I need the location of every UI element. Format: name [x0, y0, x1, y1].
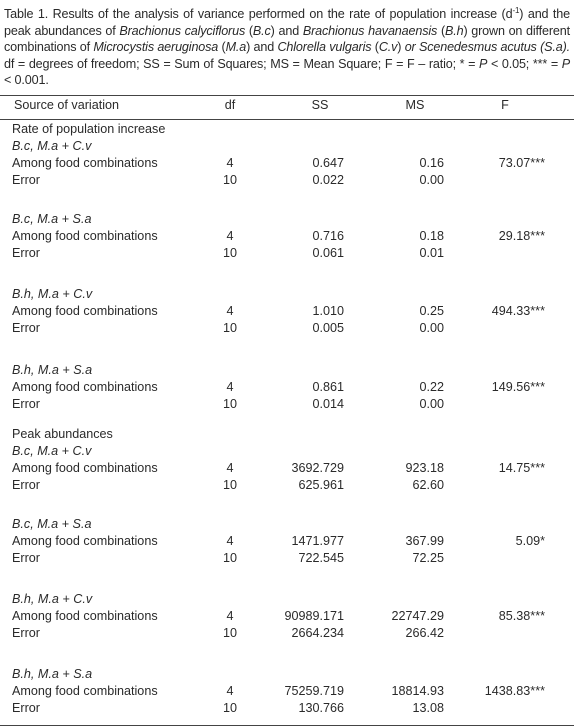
df-cell: 4 — [226, 609, 234, 623]
species-abbr: M.a — [225, 40, 247, 55]
species-name: Chlorella vulgaris — [277, 40, 372, 55]
table-row — [0, 320, 574, 337]
df-cell: 10 — [222, 551, 237, 565]
ms-cell: 22747.29 — [391, 609, 444, 623]
group-label: B.c, M.a + S.a — [12, 212, 92, 226]
caption-text: ) and the peak abundances of — [4, 7, 570, 38]
df-cell: 4 — [226, 304, 234, 318]
df-cell: 10 — [222, 626, 237, 640]
df-cell: 10 — [222, 701, 237, 715]
table-header-rule — [0, 119, 574, 120]
group-label: B.h, M.a + S.a — [12, 363, 93, 377]
group-label: B.c, M.a + C.v — [12, 444, 92, 458]
caption-text: < 0.001. — [4, 73, 49, 88]
species-abbr: B.h — [444, 23, 464, 38]
group-label-row — [0, 591, 574, 608]
header-f: F — [501, 98, 509, 112]
species-name: or Scenedesmus acutus — [401, 40, 537, 55]
ms-cell: 0.00 — [419, 173, 444, 187]
ms-cell: 0.00 — [419, 321, 444, 335]
table-row — [0, 533, 574, 550]
table-row — [0, 396, 574, 413]
group-label-row — [0, 211, 574, 228]
f-cell: 494.33*** — [491, 304, 545, 318]
ss-cell: 90989.171 — [284, 609, 344, 623]
group-label-row — [0, 362, 574, 379]
section-title-row — [0, 121, 574, 138]
table-row — [0, 550, 574, 567]
group-label-row — [0, 443, 574, 460]
section-title: Rate of population increase — [12, 122, 166, 136]
caption-definitions: df = degrees of freedom; SS = Sum of Squares; MS = Mean Square; F = F – ratio; * = — [4, 56, 480, 71]
df-cell: 10 — [222, 173, 237, 187]
source-cell: Among food combinations — [12, 156, 158, 170]
f-cell: 149.56*** — [491, 380, 545, 394]
group-label: B.h, M.a + S.a — [12, 667, 93, 681]
table-row — [0, 625, 574, 642]
ss-cell: 625.961 — [298, 478, 344, 492]
df-cell: 4 — [226, 380, 234, 394]
ms-cell: 18814.93 — [391, 684, 444, 698]
table-row — [0, 172, 574, 189]
caption-superscript: -1 — [512, 6, 520, 15]
ms-cell: 923.18 — [405, 461, 444, 475]
ss-cell: 75259.719 — [284, 684, 344, 698]
ms-cell: 0.18 — [419, 229, 444, 243]
table-row — [0, 228, 574, 245]
source-cell: Among food combinations — [12, 461, 158, 475]
table-header-row — [0, 97, 574, 114]
ms-cell: 0.00 — [419, 397, 444, 411]
source-cell: Error — [12, 397, 40, 411]
f-cell: 14.75*** — [498, 461, 545, 475]
caption-text: grown on different combinations of — [4, 23, 570, 55]
table-row — [0, 683, 574, 700]
source-cell: Error — [12, 173, 40, 187]
ss-cell: 0.005 — [312, 321, 344, 335]
df-cell: 4 — [226, 156, 234, 170]
df-cell: 4 — [226, 684, 234, 698]
source-cell: Among food combinations — [12, 684, 158, 698]
table-row — [0, 477, 574, 494]
caption-text: and — [250, 40, 278, 55]
species-name: Microcystis aeruginosa — [93, 40, 219, 55]
caption-text: Table 1. Results of the analysis of variance performed on the rate of population increase (d — [4, 7, 513, 22]
df-cell: 10 — [222, 478, 237, 492]
species-abbr: B.c — [252, 23, 271, 38]
f-cell: 85.38*** — [498, 609, 545, 623]
df-cell: 4 — [226, 229, 234, 243]
group-label-row — [0, 516, 574, 533]
ss-cell: 1471.977 — [291, 534, 344, 548]
ss-cell: 130.766 — [298, 701, 344, 715]
species-abbr: C.v — [378, 40, 398, 55]
ss-cell: 0.022 — [312, 173, 344, 187]
ss-cell: 722.545 — [298, 551, 344, 565]
p-symbol: P — [479, 56, 488, 71]
ms-cell: 72.25 — [412, 551, 444, 565]
group-label: B.c, M.a + C.v — [12, 139, 92, 153]
df-cell: 10 — [222, 397, 237, 411]
source-cell: Among food combinations — [12, 534, 158, 548]
group-label: B.h, M.a + C.v — [12, 287, 93, 301]
table-row — [0, 303, 574, 320]
source-cell: Among food combinations — [12, 609, 158, 623]
source-cell: Among food combinations — [12, 229, 158, 243]
table-row — [0, 155, 574, 172]
ss-cell: 0.647 — [312, 156, 344, 170]
header-ss: SS — [311, 98, 329, 112]
source-cell: Error — [12, 478, 40, 492]
ms-cell: 0.16 — [419, 156, 444, 170]
table-row — [0, 245, 574, 262]
species-name: Brachionus calyciflorus — [119, 23, 246, 38]
source-cell: Error — [12, 551, 40, 565]
table-row — [0, 460, 574, 477]
header-source: Source of variation — [14, 98, 120, 112]
source-cell: Error — [12, 701, 40, 715]
species-abbr: S.a — [544, 40, 563, 55]
source-cell: Among food combinations — [12, 304, 158, 318]
table-row — [0, 608, 574, 625]
group-label-row — [0, 138, 574, 155]
ss-cell: 0.061 — [312, 246, 344, 260]
ms-cell: 367.99 — [405, 534, 444, 548]
section-title: Peak abundances — [12, 427, 113, 441]
ms-cell: 0.01 — [419, 246, 444, 260]
ss-cell: 3692.729 — [291, 461, 344, 475]
group-label: B.h, M.a + C.v — [12, 592, 93, 606]
df-cell: 10 — [222, 246, 237, 260]
df-cell: 4 — [226, 461, 234, 475]
species-name: Brachionus havanaensis — [302, 23, 438, 38]
f-cell: 1438.83*** — [484, 684, 545, 698]
ms-cell: 0.25 — [419, 304, 444, 318]
ms-cell: 62.60 — [412, 478, 444, 492]
group-label: B.c, M.a + S.a — [12, 517, 92, 531]
df-cell: 10 — [222, 321, 237, 335]
p-symbol: P — [561, 56, 570, 71]
table-row — [0, 700, 574, 717]
source-cell: Error — [12, 321, 40, 335]
source-cell: Error — [12, 246, 40, 260]
group-label-row — [0, 286, 574, 303]
table-bottom-rule — [0, 725, 574, 726]
ss-cell: 0.861 — [312, 380, 344, 394]
table-caption: Table 1. Results of the analysis of variance performed on the rate of population increase $(d^{-1})$ and the peak abundances of Brachionus calyciflorus (B.c) and Brachionus havanaensis (B.h) grown on different combinations of Microcystis aeruginosa (M.a) and Chlorella vulgaris (C.v) or Scenedesmus acutus (S.a). df = degrees of freedom; SS = Sum of Squares; MS = Mean Square; F = F – ratio; * = P < 0.05; *** = P < 0.001. — [4, 6, 570, 88]
table-top-rule — [0, 95, 574, 96]
source-cell: Error — [12, 626, 40, 640]
table-row — [0, 379, 574, 396]
header-ms: MS — [405, 98, 425, 112]
caption-text: < 0.05; *** = — [487, 56, 562, 71]
f-cell: 29.18*** — [498, 229, 545, 243]
ms-cell: 266.42 — [405, 626, 444, 640]
ss-cell: 0.014 — [312, 397, 344, 411]
ss-cell: 2664.234 — [291, 626, 344, 640]
f-cell: 5.09* — [515, 534, 545, 548]
ms-cell: 13.08 — [412, 701, 444, 715]
ss-cell: 1.010 — [312, 304, 344, 318]
f-cell: 73.07*** — [498, 156, 545, 170]
df-cell: 4 — [226, 534, 234, 548]
ms-cell: 0.22 — [419, 380, 444, 394]
header-df: df — [224, 98, 236, 112]
ss-cell: 0.716 — [312, 229, 344, 243]
caption-text: and — [274, 23, 303, 38]
group-label-row — [0, 666, 574, 683]
section-title-row — [0, 426, 574, 443]
source-cell: Among food combinations — [12, 380, 158, 394]
